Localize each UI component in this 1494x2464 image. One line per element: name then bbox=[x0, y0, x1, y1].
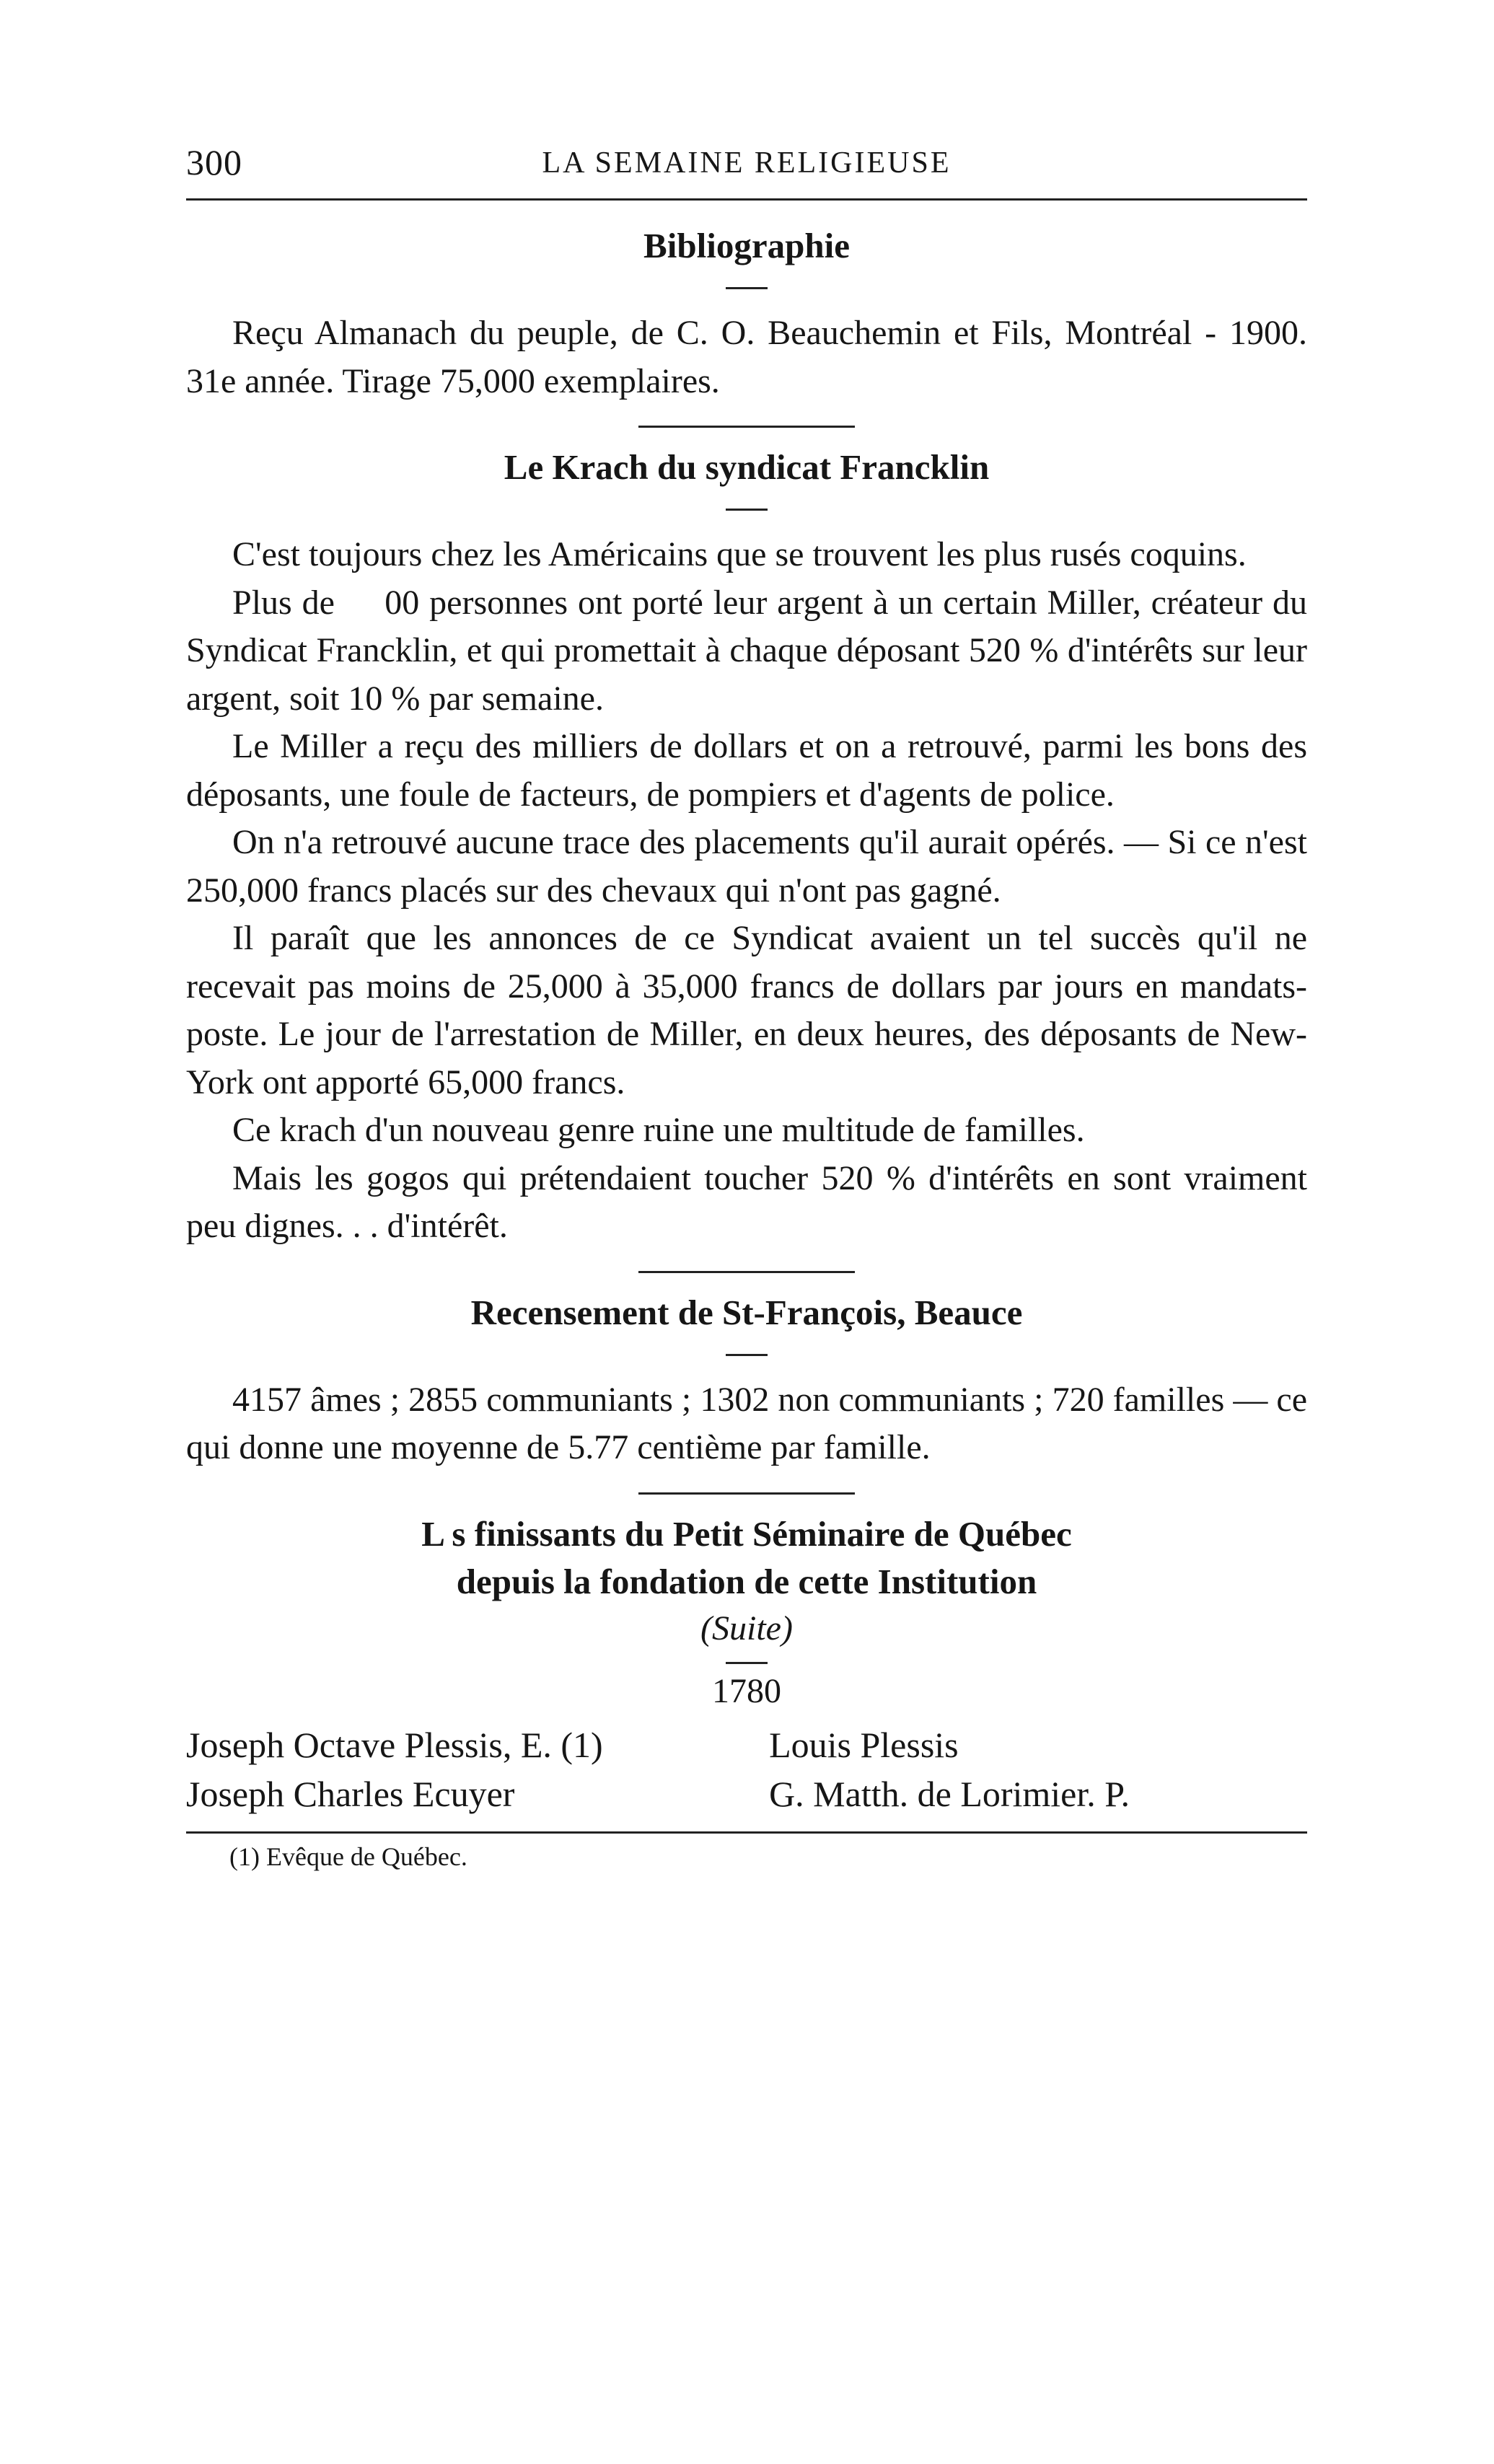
title-dash bbox=[726, 509, 768, 511]
table-row bbox=[186, 1720, 1307, 1769]
footnote-rule bbox=[186, 1831, 1307, 1834]
page-number: 300 bbox=[186, 142, 242, 182]
name-cell: Joseph Octave Plessis, E. (1) bbox=[186, 1724, 603, 1765]
section-title-bibliographie: Bibliographie bbox=[643, 226, 850, 265]
paragraph: Le Miller a reçu des milliers de dollars et on a retrouvé, parmi les bons des déposants, une foule de facteurs, de pompiers et d'agents de police. bbox=[186, 727, 1307, 814]
paragraph: Ce krach d'un nouveau genre ruine une multitude de familles. bbox=[232, 1111, 1085, 1149]
year-heading: 1780 bbox=[712, 1671, 781, 1710]
paragraph: C'est toujours chez les Américains que se trouvent les plus rusés coquins. bbox=[232, 535, 1247, 573]
running-head bbox=[186, 141, 1307, 185]
name-cell: Louis Plessis bbox=[769, 1724, 959, 1765]
header-rule bbox=[186, 198, 1307, 201]
page-content bbox=[186, 222, 1307, 1875]
section-title-krach: Le Krach du syndicat Francklin bbox=[504, 447, 990, 487]
journal-title: LA SEMAINE RELIGIEUSE bbox=[542, 146, 952, 180]
title-dash bbox=[726, 287, 768, 289]
paragraph: Il paraît que les annonces de ce Syndicat avaient un tel succès qu'il ne recevait pas moins de 25,000 à 35,000 francs de dollars par jours en mandats-poste. Le jour de l'arrestation de Miller, en deux heures, des déposants de New-York ont apporté 65,000 francs. bbox=[186, 919, 1307, 1101]
paragraph: Reçu Almanach du peuple, de C. O. Beauchemin et Fils, Montréal - 1900. 31e année. Tirage 75,000 exemplaires. bbox=[186, 314, 1307, 400]
section-subtitle: (Suite) bbox=[700, 1609, 793, 1647]
name-cell: Joseph Charles Ecuyer bbox=[186, 1773, 515, 1814]
name-cell: G. Matth. de Lorimier. P. bbox=[769, 1773, 1130, 1814]
section-separator bbox=[638, 426, 855, 428]
section-separator bbox=[638, 1492, 855, 1495]
names-table bbox=[186, 1720, 1307, 1818]
paragraph: Plus de ⁠ ⁠ ⁠ ⁠ ⁠00 personnes ont porté leur argent à un certain Miller, créateur du Syndicat Francklin, et qui promettait à chaque déposant 520 % d'intérêts sur leur argent, soit 10 % par semaine. bbox=[186, 583, 1307, 718]
paragraph: 4157 âmes ; 2855 communiants ; 1302 non communiants ; 720 familles — ce qui donne une moyenne de 5.77 centième par famille. bbox=[186, 1380, 1307, 1466]
paragraph: Mais les gogos qui prétendaient toucher 520 % d'intérêts en sont vraiment peu dignes. . . d'intérêt. bbox=[186, 1158, 1307, 1245]
section-title-recensement: Recensement de St-François, Beauce bbox=[470, 1292, 1023, 1332]
title-dash bbox=[726, 1354, 768, 1356]
title-dash bbox=[726, 1662, 768, 1664]
table-row bbox=[186, 1769, 1307, 1818]
section-title-finissants-line1: L s finissants du Petit Séminaire de Québec bbox=[421, 1513, 1072, 1554]
paragraph: On n'a retrouvé aucune trace des placements qu'il aurait opérés. — Si ce n'est 250,000 francs placés sur des chevaux qui n'ont pas gagné. bbox=[186, 823, 1307, 910]
section-title-finissants-line2: depuis la fondation de cette Institution bbox=[456, 1561, 1037, 1601]
footnote: (1) Evêque de Québec. bbox=[229, 1842, 467, 1871]
section-separator bbox=[638, 1271, 855, 1273]
